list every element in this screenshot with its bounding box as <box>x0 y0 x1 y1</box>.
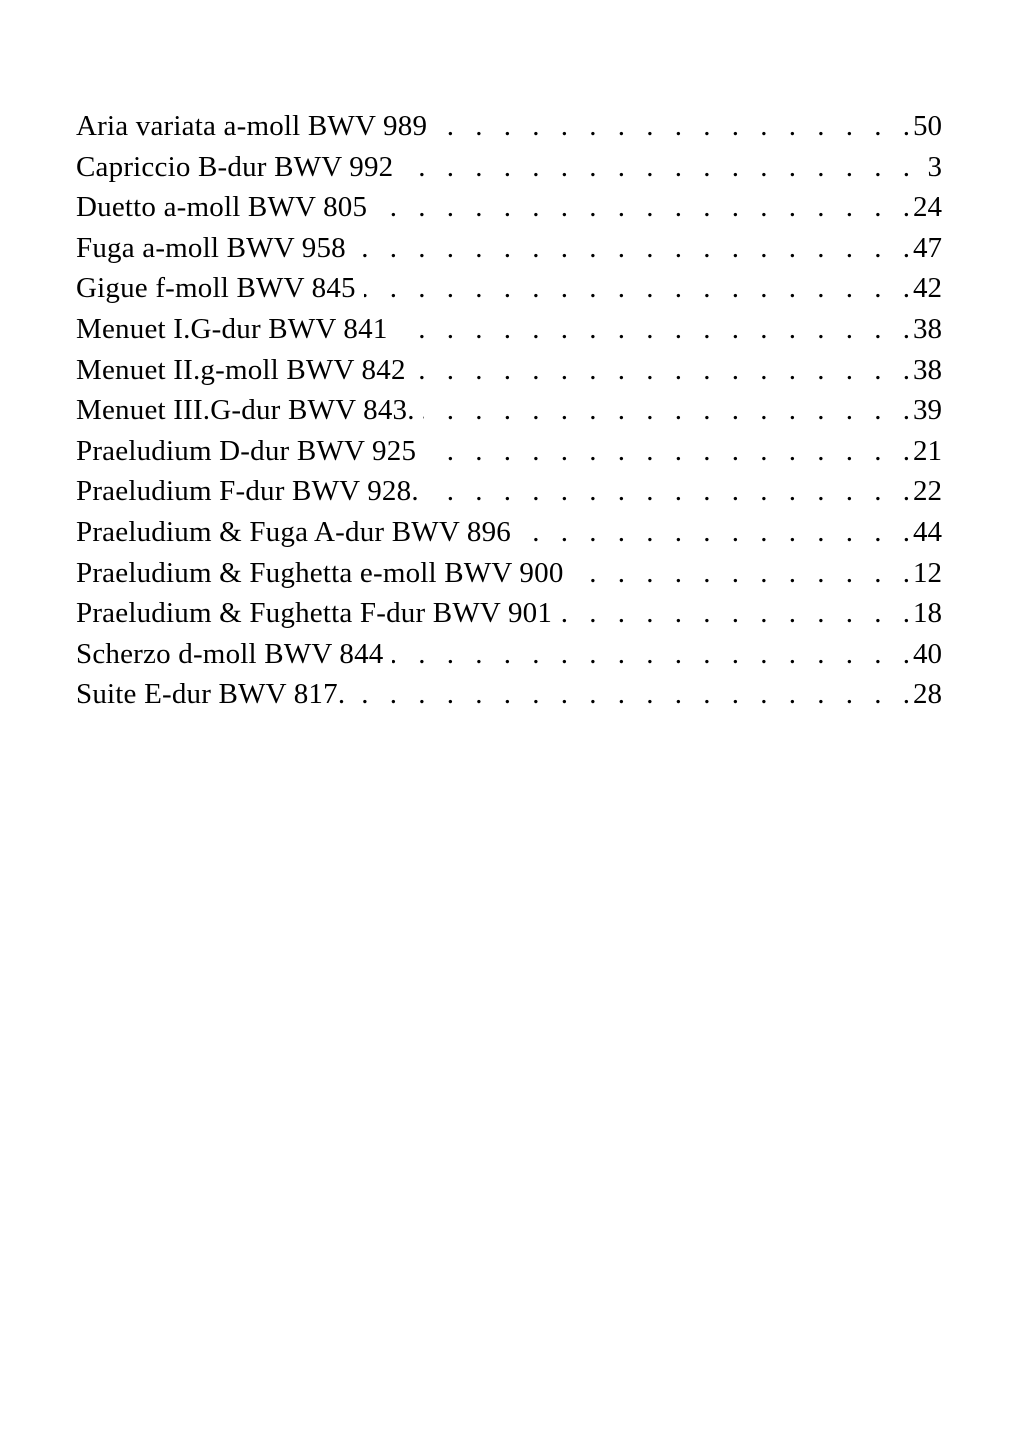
toc-entry-title: Menuet II.g-moll BWV 842 <box>76 353 406 386</box>
dot-leader <box>401 147 910 188</box>
dot-leader <box>353 674 910 715</box>
toc-entry-title: Praeludium & Fughetta e-moll BWV 900 <box>76 556 564 589</box>
toc-entry-praeludium-f-dur <box>76 471 942 512</box>
toc-entry-page: 22 <box>913 475 942 508</box>
toc-entry-suite <box>76 674 942 715</box>
toc-entry-page: 21 <box>913 434 942 467</box>
toc-entry-title: Gigue f-moll BWV 845 <box>76 272 356 305</box>
toc-entry-page: 12 <box>913 556 942 589</box>
dot-leader <box>392 634 910 675</box>
toc-entry-title: Duetto a-moll BWV 805 <box>76 191 368 224</box>
toc-entry-title: Menuet III.G-dur BWV 843. <box>76 394 415 427</box>
toc-entry-page: 39 <box>913 394 942 427</box>
toc-entry-gigue <box>76 268 942 309</box>
toc-entry-title: Scherzo d-moll BWV 844 <box>76 637 384 670</box>
toc-entry-menuet-1 <box>76 309 942 350</box>
toc-entry-title: Praeludium & Fuga A-dur BWV 896 <box>76 515 511 548</box>
toc-entry-title: Fuga a-moll BWV 958 <box>76 231 346 264</box>
toc-entry-capriccio <box>76 147 942 188</box>
toc-entry-title: Aria variata a-moll BWV 989 <box>76 110 428 142</box>
dot-leader <box>354 228 910 269</box>
toc-entry-page: 3 <box>927 150 942 183</box>
dot-leader <box>572 553 910 594</box>
dot-leader <box>427 471 910 512</box>
dot-leader <box>364 268 910 309</box>
toc-entry-title: Praeludium & Fughetta F-dur BWV 901 <box>76 597 553 630</box>
toc-entry-duetto <box>76 187 942 228</box>
toc-entry-page: 18 <box>913 597 942 630</box>
toc-entry-page: 28 <box>913 678 942 711</box>
table-of-contents <box>76 106 942 715</box>
toc-entry-scherzo <box>76 634 942 675</box>
toc-entry-page: 42 <box>913 272 942 305</box>
toc-entry-menuet-2 <box>76 350 942 391</box>
dot-leader <box>435 106 910 147</box>
toc-entry-page: 47 <box>913 231 942 264</box>
dot-leader <box>519 512 910 553</box>
toc-entry-page: 44 <box>913 515 942 548</box>
dot-leader <box>414 350 910 391</box>
toc-entry-page: 24 <box>913 191 942 224</box>
toc-entry-praeludium-d-dur <box>76 431 942 472</box>
toc-entry-title: Suite E-dur BWV 817. <box>76 678 346 711</box>
toc-entry-page: 50 <box>913 110 942 142</box>
toc-entry-praeludium-fughetta-e-moll <box>76 553 942 594</box>
toc-entry-title: Praeludium F-dur BWV 928. <box>76 475 419 508</box>
toc-entry-menuet-3 <box>76 390 942 431</box>
toc-entry-title: Menuet I.G-dur BWV 841 <box>76 312 388 345</box>
toc-entry-page: 40 <box>913 637 942 670</box>
dot-leader <box>396 309 910 350</box>
toc-entry-fuga <box>76 228 942 269</box>
dot-leader <box>560 593 910 634</box>
dot-leader <box>424 431 910 472</box>
toc-entry-page: 38 <box>913 353 942 386</box>
toc-entry-aria-variata <box>76 106 942 147</box>
toc-entry-page: 38 <box>913 312 942 345</box>
toc-entry-praeludium-fuga-a-dur <box>76 512 942 553</box>
toc-entry-praeludium-fughetta-f-dur <box>76 593 942 634</box>
dot-leader <box>375 187 910 228</box>
toc-entry-title: Capriccio B-dur BWV 992 <box>76 150 394 183</box>
dot-leader <box>423 390 910 431</box>
toc-entry-title: Praeludium D-dur BWV 925 <box>76 434 417 467</box>
